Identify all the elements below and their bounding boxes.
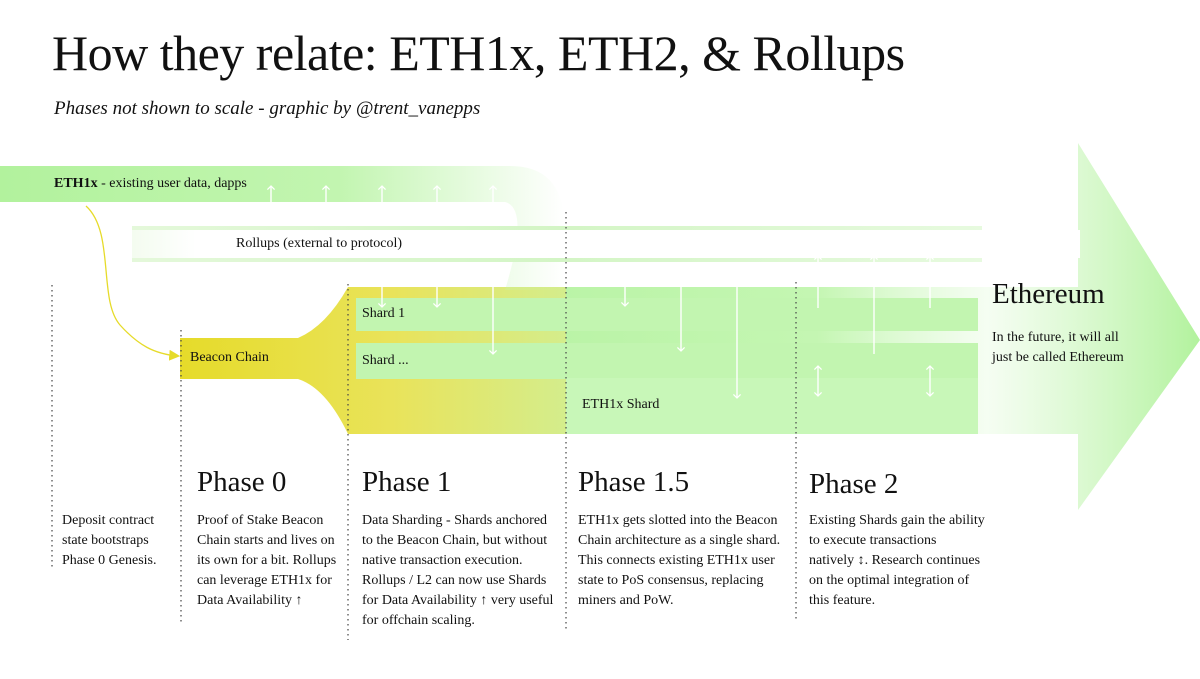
ethereum-note: In the future, it will all just be called Ethereum [992,330,1124,365]
rollups-label: Rollups (external to protocol) [236,236,403,251]
phase-0-title: Phase 0 [197,466,287,498]
rollups-lane-highlight [40,230,1080,258]
deposit-note: Deposit contract state bootstraps Phase 0 Genesis. [62,513,157,568]
diagram-subtitle: Phases not shown to scale - graphic by @trent_vanepps [54,98,481,119]
diagram-title: How they relate: ETH1x, ETH2, & Rollups [52,25,905,81]
phase-1-desc: Data Sharding - Shards anchored to the Beacon Chain, but without native transaction execution. Rollups / L2 can now use Shards for Data Availability ↑ very useful for offchain scaling. [362,513,554,628]
shard-more-label: Shard ... [362,353,409,368]
beacon-chain-label: Beacon Chain [190,350,269,365]
phase-1-5-title: Phase 1.5 [578,466,690,498]
shard-1-label: Shard 1 [362,306,406,321]
phase-1-5-desc: ETH1x gets slotted into the Beacon Chain architecture as a single shard. This connects existing ETH1x user state to PoS consensus, replacing miners and PoW. [578,513,781,608]
ethereum-title: Ethereum [992,278,1105,310]
shard-more-lane [356,343,978,379]
eth1x-label [54,176,247,192]
phase-1-title: Phase 1 [362,466,452,498]
phase-2-title: Phase 2 [809,468,899,500]
eth1x-shard-label: ETH1x Shard [582,397,660,412]
shard-1-lane [356,298,978,331]
phase-2-desc: Existing Shards gain the ability to execute transactions natively ↕. Research continues on the optimal integration of this feature. [809,513,985,608]
phase-0-desc: Proof of Stake Beacon Chain starts and lives on its own for a bit. Rollups can leverage ETH1x for Data Availability ↑ [197,513,337,608]
eth1x-desc: - existing user data, dapps [97,176,247,191]
eth1x-name: ETH1x [54,176,98,191]
